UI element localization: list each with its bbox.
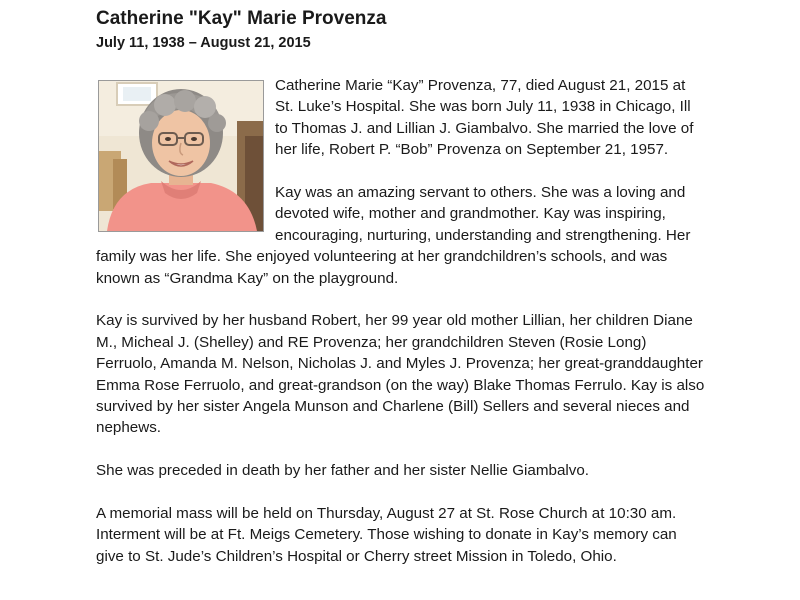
paragraph-intro: Catherine Marie “Kay” Provenza, 77, died August 21, 2015 at St. Luke’s Hospital. She was born July 11, 1938 in Chicago, Ill to Thomas J. and Lillian J. Giambalvo. She married the love of her life, Robert P. “Bob” Provenza on September 21, 1957.	[275, 77, 694, 159]
paragraph-character: Kay was an amazing servant to others. She was a loving and devoted wife, mother and grandmother. Kay was inspiring, encouraging, nurturing, understanding and strengthening. Her family was her life. She enjoyed volunteering at her grandchildren’s schools, and was known as “Grandma Kay” on the playground.	[96, 184, 691, 287]
paragraph-preceded: She was preceded in death by her father and her sister Nellie Giambalvo.	[96, 462, 590, 480]
page-title: Catherine "Kay" Marie Provenza	[96, 8, 387, 29]
portrait-illustration	[99, 81, 263, 231]
obituary-body	[96, 75, 706, 567]
paragraph-survivors: Kay is survived by her husband Robert, her 99 year old mother Lillian, her children Diane M., Micheal J. (Shelley) and RE Provenza; her grandchildren Steven (Rosie Long) Ferruolo, Amanda M. Nelson, Nicholas J. and Myles J. Provenza; her great-granddaughter Emma Rose Ferruolo, and great-grandson (on the way) Blake Thomas Ferrulo. Kay is also survived by her sister Angela Munson and Charlene (Bill) Sellers and several nieces and nephews.	[96, 312, 705, 437]
portrait-photo	[98, 80, 264, 232]
paragraph-service: A memorial mass will be held on Thursday, August 27 at St. Rose Church at 10:30 am. Interment will be at Ft. Meigs Cemetery. Those wishing to donate in Kay’s memory can give to St. Jude’s Children’s Hospital or Cherry street Mission in Toledo, Ohio.	[96, 505, 677, 565]
obituary-document	[96, 8, 706, 589]
life-dates: July 11, 1938 – August 21, 2015	[96, 35, 311, 51]
